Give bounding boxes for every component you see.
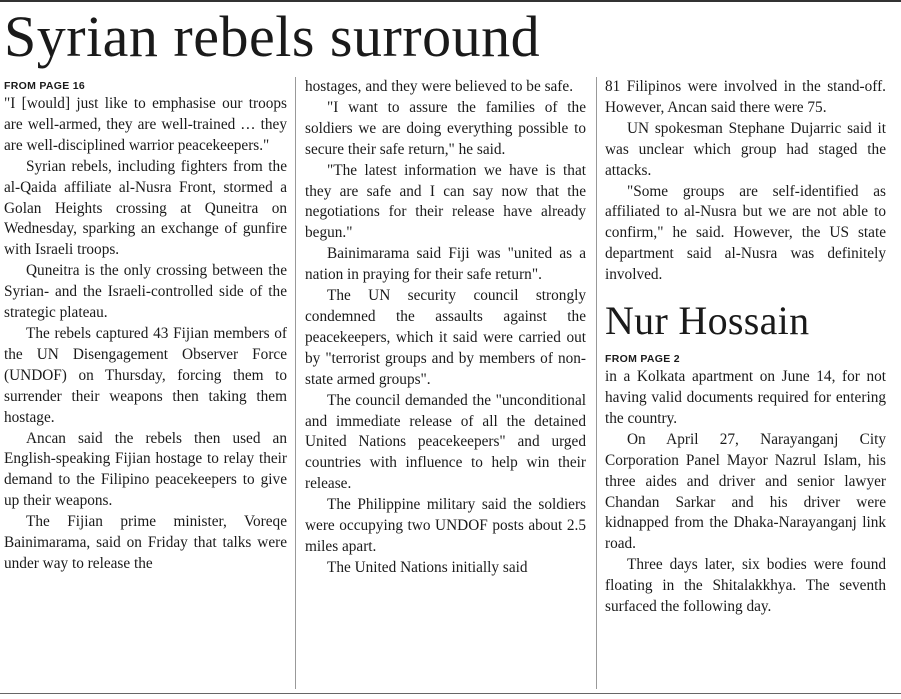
continued-from-kicker: FROM PAGE 16	[4, 80, 86, 92]
paragraph: "I want to assure the families of the soldiers we are doing everything possible to secure their safe return," he said.	[305, 98, 586, 158]
paragraph: hostages, and they were believed to be safe.	[305, 78, 574, 95]
paragraph: The UN security council strongly condemned the assaults against the peacekeepers, which it said were carried out by "terrorist groups and by members of non-state armed groups".	[305, 287, 586, 388]
paragraph: The Fijian prime minister, Voreqe Bainimarama, said on Friday that talks were under way to release the	[4, 513, 287, 572]
column-2	[305, 77, 586, 579]
paragraph: The United Nations initially said	[327, 558, 528, 576]
column-1	[4, 77, 287, 575]
paragraph: The council demanded the "unconditional and immediate release of all the detained United Nations peacekeepers" and urged countries with influence to help win their release.	[305, 391, 586, 493]
headline: Syrian rebels surround	[4, 4, 541, 69]
paragraph: UN spokesman Stephane Dujarric said it was unclear which group had staged the attacks.	[605, 119, 886, 179]
column-divider	[596, 77, 597, 689]
paragraph: The Philippine military said the soldiers were occupying two UNDOF posts about 2.5 miles apart.	[305, 496, 586, 555]
paragraph: "The latest information we have is that they are safe and I can say now that the negotiations for their release have already begun."	[305, 161, 586, 242]
bottom-rule	[0, 693, 901, 694]
column-divider	[295, 77, 296, 689]
continued-from-kicker: FROM PAGE 2	[605, 353, 680, 366]
paragraph: Three days later, six bodies were found floating in the Shitalakkhya. The seventh surfaced the following day.	[605, 556, 886, 616]
paragraph: Ancan said the rebels then used an English-speaking Fijian hostage to relay their demand to the Filipino peacekeepers to give up their weapons.	[4, 429, 287, 510]
paragraph: The rebels captured 43 Fijian members of the UN Disengagement Observer Force (UNDOF) on Thursday, forcing them to surrender their weapons then taking them hostage.	[4, 324, 287, 426]
paragraph: 81 Filipinos were involved in the stand-off. However, Ancan said there were 75.	[605, 78, 886, 116]
paragraph: On April 27, Narayanganj City Corporation Panel Mayor Nazrul Islam, his three aides and driver and senior lawyer Chandan Sarkar and his driver were kidnapped from the Dhaka-Narayanganj link road.	[605, 430, 886, 553]
paragraph: "Some groups are self-identified as affiliated to al-Nusra but we are not able to confirm," he said. However, the US state department said al-Nusra was definitely involved.	[605, 182, 886, 284]
subheadline: Nur Hossain	[605, 298, 810, 344]
paragraph: Syrian rebels, including fighters from the al-Qaida affiliate al-Nusra Front, stormed a Golan Heights crossing at Quneitra on Wednesday, sparking an exchange of gunfire with Israeli troops.	[4, 157, 287, 259]
paragraph: "I [would] just like to emphasise our troops are well-armed, they are well-trained … they are well-disciplined warrior peacekeepers."	[4, 95, 287, 154]
paragraph: Bainimarama said Fiji was "united as a nation in praying for their safe return".	[305, 245, 586, 284]
paragraph: Quneitra is the only crossing between the Syrian- and the Israeli-controlled side of the strategic plateau.	[4, 262, 287, 322]
column-3	[605, 77, 886, 618]
paragraph: in a Kolkata apartment on June 14, for not having valid documents required for entering the country.	[605, 368, 886, 427]
